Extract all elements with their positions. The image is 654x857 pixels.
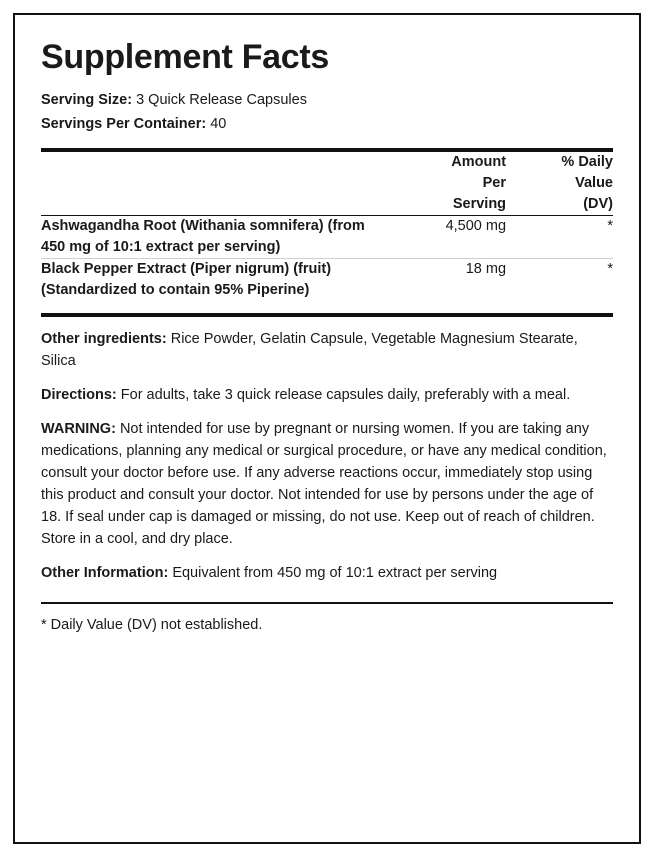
supplement-facts-panel xyxy=(13,13,641,844)
table-row xyxy=(41,216,613,258)
nutrient-name: Ashwagandha Root (Withania somnifera) (from 450 mg of 10:1 extract per serving) xyxy=(41,217,365,255)
directions-block xyxy=(41,384,613,406)
warning-label: WARNING: xyxy=(41,421,116,438)
other-ingredients-block xyxy=(41,328,613,372)
serving-size-label: Serving Size: xyxy=(41,92,133,109)
page-title: Supplement Facts xyxy=(41,38,330,76)
other-information-block xyxy=(41,562,613,584)
directions-label: Directions: xyxy=(41,387,117,404)
other-information-label: Other Information: xyxy=(41,565,169,582)
nutrition-table xyxy=(41,152,613,215)
serving-size-value: 3 Quick Release Capsules xyxy=(136,92,307,109)
nutrient-daily-value: * xyxy=(607,217,613,234)
header-amount-line-1: Amount xyxy=(451,153,507,170)
nutrient-rows-table-2 xyxy=(41,259,613,301)
header-dv-line-3: (DV) xyxy=(583,195,613,212)
header-daily-value xyxy=(510,152,613,215)
servings-per-container-label: Servings Per Container: xyxy=(41,116,207,133)
other-ingredients-value: Rice Powder, Gelatin Capsule, Vegetable Magnesium Stearate, Silica xyxy=(41,331,578,370)
header-amount-line-3: Serving xyxy=(452,195,507,212)
servings-per-container-value: 40 xyxy=(210,116,227,133)
table-header-row xyxy=(41,152,613,215)
header-amount-line-2: Per xyxy=(482,174,507,191)
divider-footnote xyxy=(41,602,613,604)
nutrient-amount: 4,500 mg xyxy=(445,217,507,234)
warning-block xyxy=(41,418,613,550)
warning-value: Not intended for use by pregnant or nursing women. If you are taking any medications, planning any medical or surgical procedure, or have any medical condition, consult your doctor before use. If any adverse reactions occur, immediately stop using this product and consult your doctor. Not intended for use by persons under the age of 18. If seal under cap is damaged or missing, do not use. Keep out of reach of children. Store in a cool, and dry place. xyxy=(41,421,607,548)
daily-value-footnote: * Daily Value (DV) not established. xyxy=(41,617,263,634)
other-information-value: Equivalent from 450 mg of 10:1 extract per serving xyxy=(172,565,498,582)
servings-per-container-line xyxy=(41,114,613,136)
divider-bottom-table xyxy=(41,313,613,317)
header-dv-line-2: Value xyxy=(575,174,613,191)
header-spacer xyxy=(41,152,373,215)
serving-size-line xyxy=(41,90,613,112)
table-row xyxy=(41,259,613,301)
header-dv-line-1: % Daily xyxy=(561,153,613,170)
nutrient-amount: 18 mg xyxy=(465,260,507,277)
nutrient-name: Black Pepper Extract (Piper nigrum) (fruit) (Standardized to contain 95% Piperine) xyxy=(41,260,332,298)
other-ingredients-label: Other ingredients: xyxy=(41,331,167,347)
directions-value: For adults, take 3 quick release capsules daily, preferably with a meal. xyxy=(120,387,571,404)
nutrient-rows-table xyxy=(41,216,613,258)
header-amount-per-serving xyxy=(373,152,510,215)
nutrient-daily-value: * xyxy=(607,260,613,277)
